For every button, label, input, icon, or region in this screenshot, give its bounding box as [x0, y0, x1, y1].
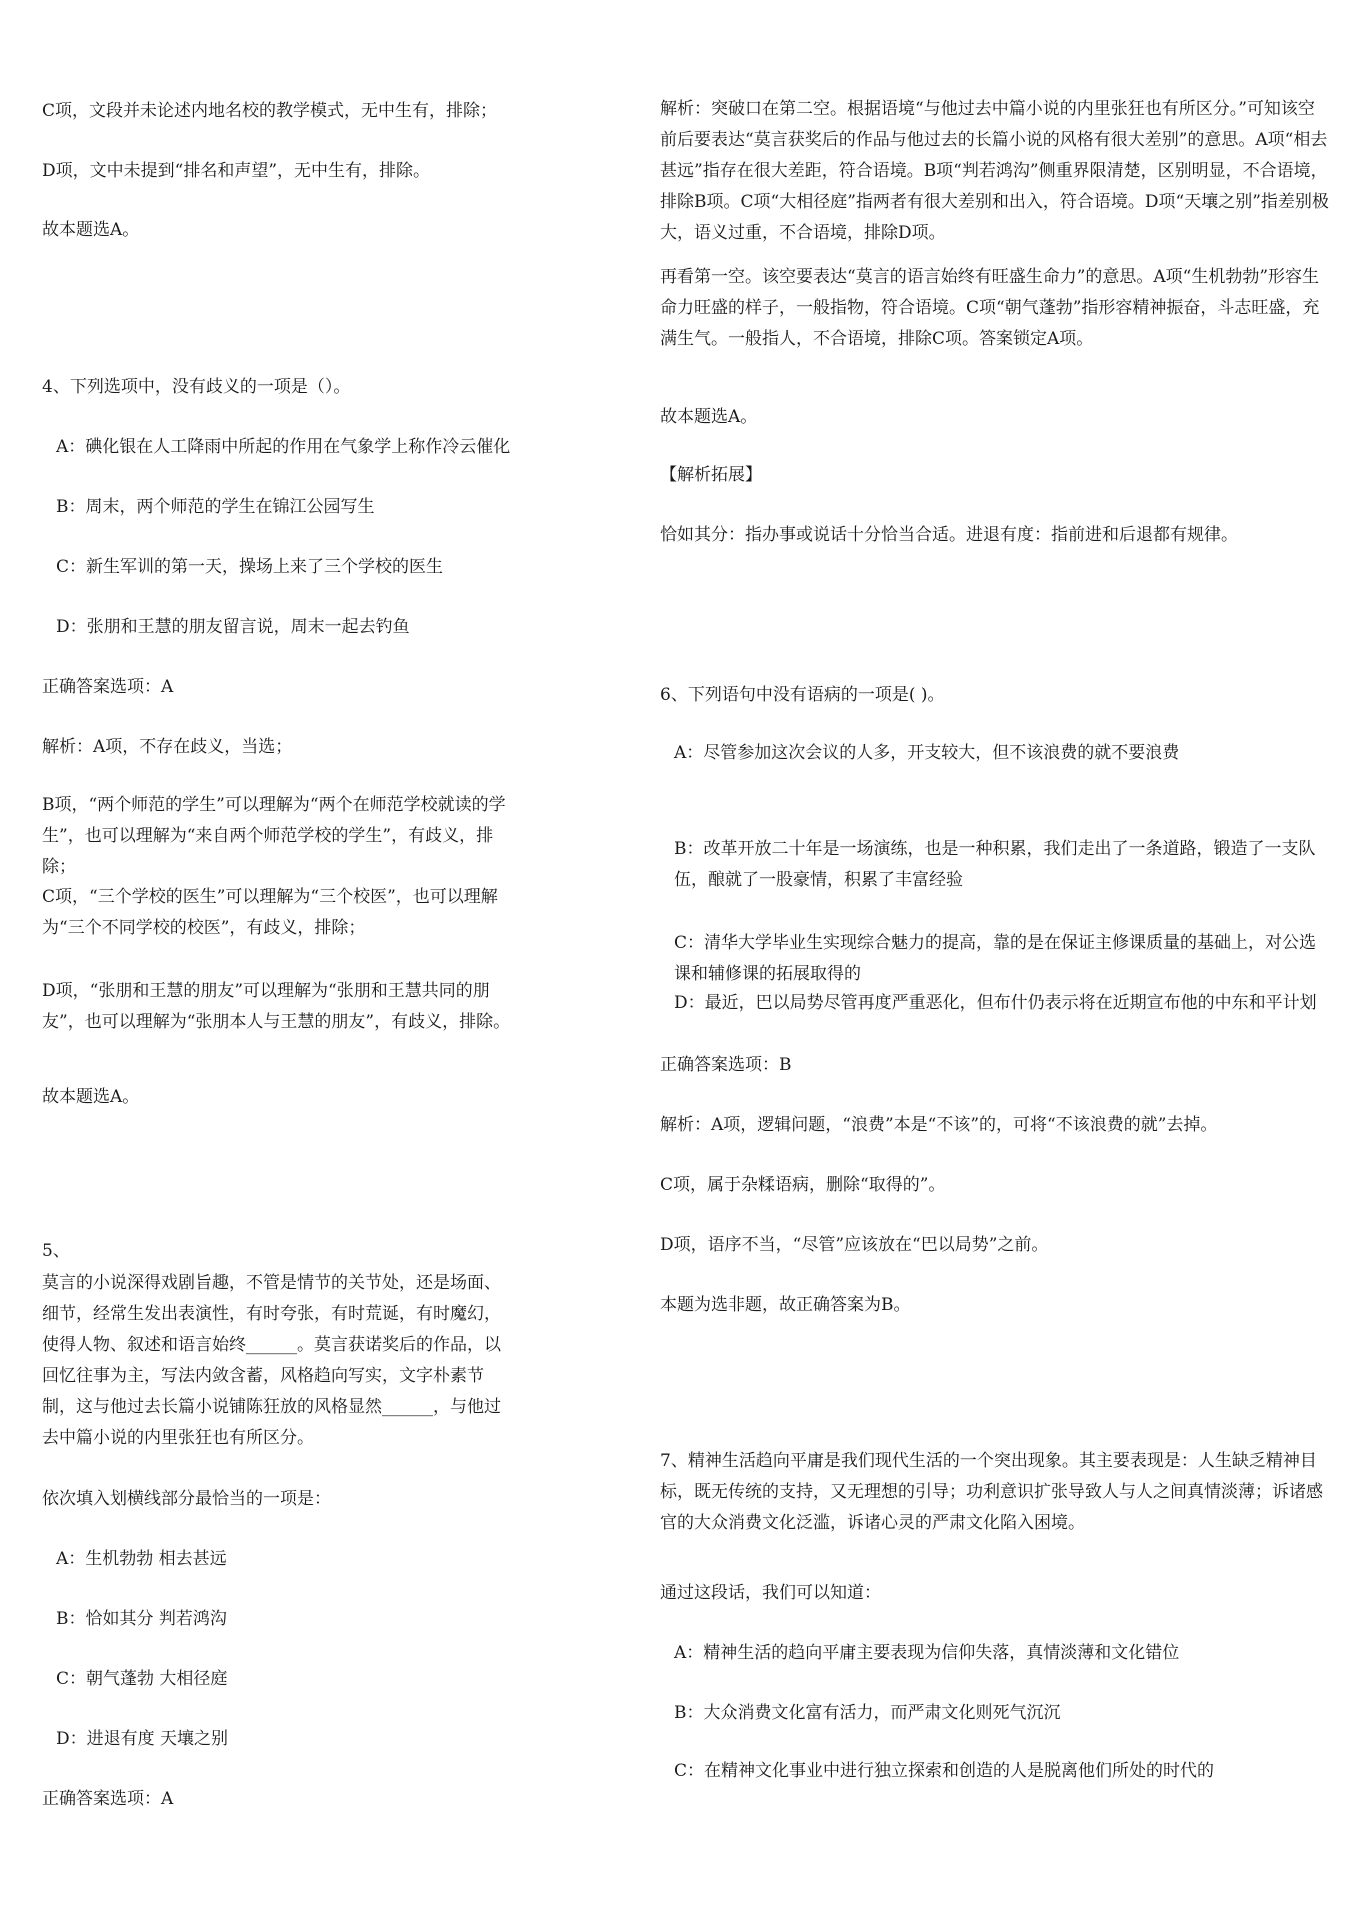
q4-analysis-b: B项，“两个师范的学生”可以理解为“两个在师范学校就读的学生”，也可以理解为“来自两个师范学校的学生”，有歧义，排除； — [42, 795, 506, 877]
q6-analysis-d: D项，语序不当，“尽管”应该放在“巴以局势”之前。 — [660, 1235, 1049, 1255]
q5-option-c: C：朝气蓬勃 大相径庭 — [56, 1669, 228, 1689]
q6-analysis-a: 解析：A项，逻辑问题，“浪费”本是“不该”的，可将“不该浪费的就”去掉。 — [660, 1115, 1218, 1135]
q5-number: 5、 — [42, 1241, 70, 1261]
q5-analysis-first-blank: 再看第一空。该空要表达“莫言的语言始终有旺盛生命力”的意思。A项“生机勃勃”形容生命力旺盛的样子，一般指物，符合语境。C项“朝气蓬勃”指形容精神振奋，斗志旺盛，充满生气。一般指人，不合语境，排除C项。答案锁定A项。 — [660, 267, 1320, 349]
q6-answer: 正确答案选项：B — [660, 1055, 792, 1075]
q6-conclusion: 本题为选非题，故正确答案为B。 — [660, 1295, 911, 1315]
q7-option-c: C：在精神文化事业中进行独立探索和创造的人是脱离他们所处的时代的 — [674, 1761, 1215, 1781]
q5-prompt: 依次填入划横线部分最恰当的一项是： — [42, 1489, 331, 1509]
q6-stem: 6、下列语句中没有语病的一项是( )。 — [660, 685, 945, 705]
q7-option-b: B：大众消费文化富有活力，而严肃文化则死气沉沉 — [674, 1703, 1061, 1723]
q6-option-d: D：最近，巴以局势尽管再度严重恶化，但布什仍表示将在近期宣布他的中东和平计划 — [674, 993, 1317, 1013]
q4-option-d: D：张朋和王慧的朋友留言说，周末一起去钓鱼 — [56, 617, 410, 637]
q5-conclusion: 故本题选A。 — [660, 407, 758, 427]
q5-option-b: B：恰如其分 判若鸿沟 — [56, 1609, 227, 1629]
q6-option-a: A：尽管参加这次会议的人多，开支较大，但不该浪费的就不要浪费 — [674, 743, 1180, 763]
q5-option-d: D：进退有度 天壤之别 — [56, 1729, 229, 1749]
q5-option-a: A：生机勃勃 相去甚远 — [56, 1549, 227, 1569]
q4-conclusion: 故本题选A。 — [42, 1087, 140, 1107]
q6-option-c: C：清华大学毕业生实现综合魅力的提高，靠的是在保证主修课质量的基础上，对公选课和辅修课的拓展取得的 — [674, 933, 1317, 984]
q5-passage: 莫言的小说深得戏剧旨趣，不管是情节的关节处，还是场面、细节，经常生发出表演性，有时夸张，有时荒诞，有时魔幻，使得人物、叙述和语言始终______。莫言获诺奖后的作品，以回忆往事为主，写法内敛含蓄，风格趋向写实，文字朴素节制，这与他过去长篇小说铺陈狂放的风格显然______，与他过去中篇小说的内里张狂也有所区分。 — [42, 1273, 501, 1448]
q5-analysis-second-blank: 解析：突破口在第二空。根据语境“与他过去中篇小说的内里张狂也有所区分。”可知该空前后要表达“莫言获奖后的作品与他过去的长篇小说的风格有很大差别”的意思。A项“相去甚远”指存在很大差距，符合语境。B项“判若鸿沟”侧重界限清楚，区别明显，不合语境，排除B项。C项“大相径庭”指两者有很大差别和出入，符合语境。D项“天壤之别”指差别极大，语义过重，不合语境，排除D项。 — [660, 99, 1329, 243]
q4-analysis-d: D项，“张朋和王慧的朋友”可以理解为“张朋和王慧共同的朋友”，也可以理解为“张朋本人与王慧的朋友”，有歧义，排除。 — [42, 981, 511, 1032]
q7-option-a: A：精神生活的趋向平庸主要表现为信仰失落，真情淡薄和文化错位 — [674, 1643, 1180, 1663]
q4-option-c: C：新生军训的第一天，操场上来了三个学校的医生 — [56, 557, 444, 577]
q7-stem: 7、精神生活趋向平庸是我们现代生活的一个突出现象。其主要表现是：人生缺乏精神目标，既无传统的支持，又无理想的引导；功利意识扩张导致人与人之间真情淡薄；诉诸感官的大众消费文化泛滥，诉诸心灵的严肃文化陷入困境。 — [660, 1451, 1323, 1533]
q6-analysis-c: C项，属于杂糅语病，删除“取得的”。 — [660, 1175, 946, 1195]
q4-answer: 正确答案选项：A — [42, 677, 174, 697]
q3-analysis-d: D项，文中未提到“排名和声望”，无中生有，排除。 — [42, 161, 431, 181]
q7-prompt: 通过这段话，我们可以知道： — [660, 1583, 881, 1603]
q4-stem: 4、下列选项中，没有歧义的一项是（）。 — [42, 377, 351, 397]
analysis-extension-body: 恰如其分：指办事或说话十分恰当合适。进退有度：指前进和后退都有规律。 — [660, 525, 1238, 545]
q4-analysis-a: 解析：A项，不存在歧义，当选； — [42, 737, 293, 757]
q4-option-a: A：碘化银在人工降雨中所起的作用在气象学上称作冷云催化 — [56, 437, 511, 457]
analysis-extension-title: 【解析拓展】 — [660, 465, 762, 485]
q5-answer: 正确答案选项：A — [42, 1789, 174, 1809]
q6-option-b: B：改革开放二十年是一场演练，也是一种积累，我们走出了一条道路，锻造了一支队伍，酿就了一股豪情，积累了丰富经验 — [674, 839, 1316, 890]
q4-option-b: B：周末，两个师范的学生在锦江公园写生 — [56, 497, 375, 517]
q3-analysis-c: C项，文段并未论述内地名校的教学模式，无中生有，排除； — [42, 101, 498, 121]
q4-analysis-c: C项，“三个学校的医生”可以理解为“三个校医”，也可以理解为“三个不同学校的校医”，有歧义，排除； — [42, 887, 498, 938]
q3-conclusion: 故本题选A。 — [42, 220, 140, 240]
